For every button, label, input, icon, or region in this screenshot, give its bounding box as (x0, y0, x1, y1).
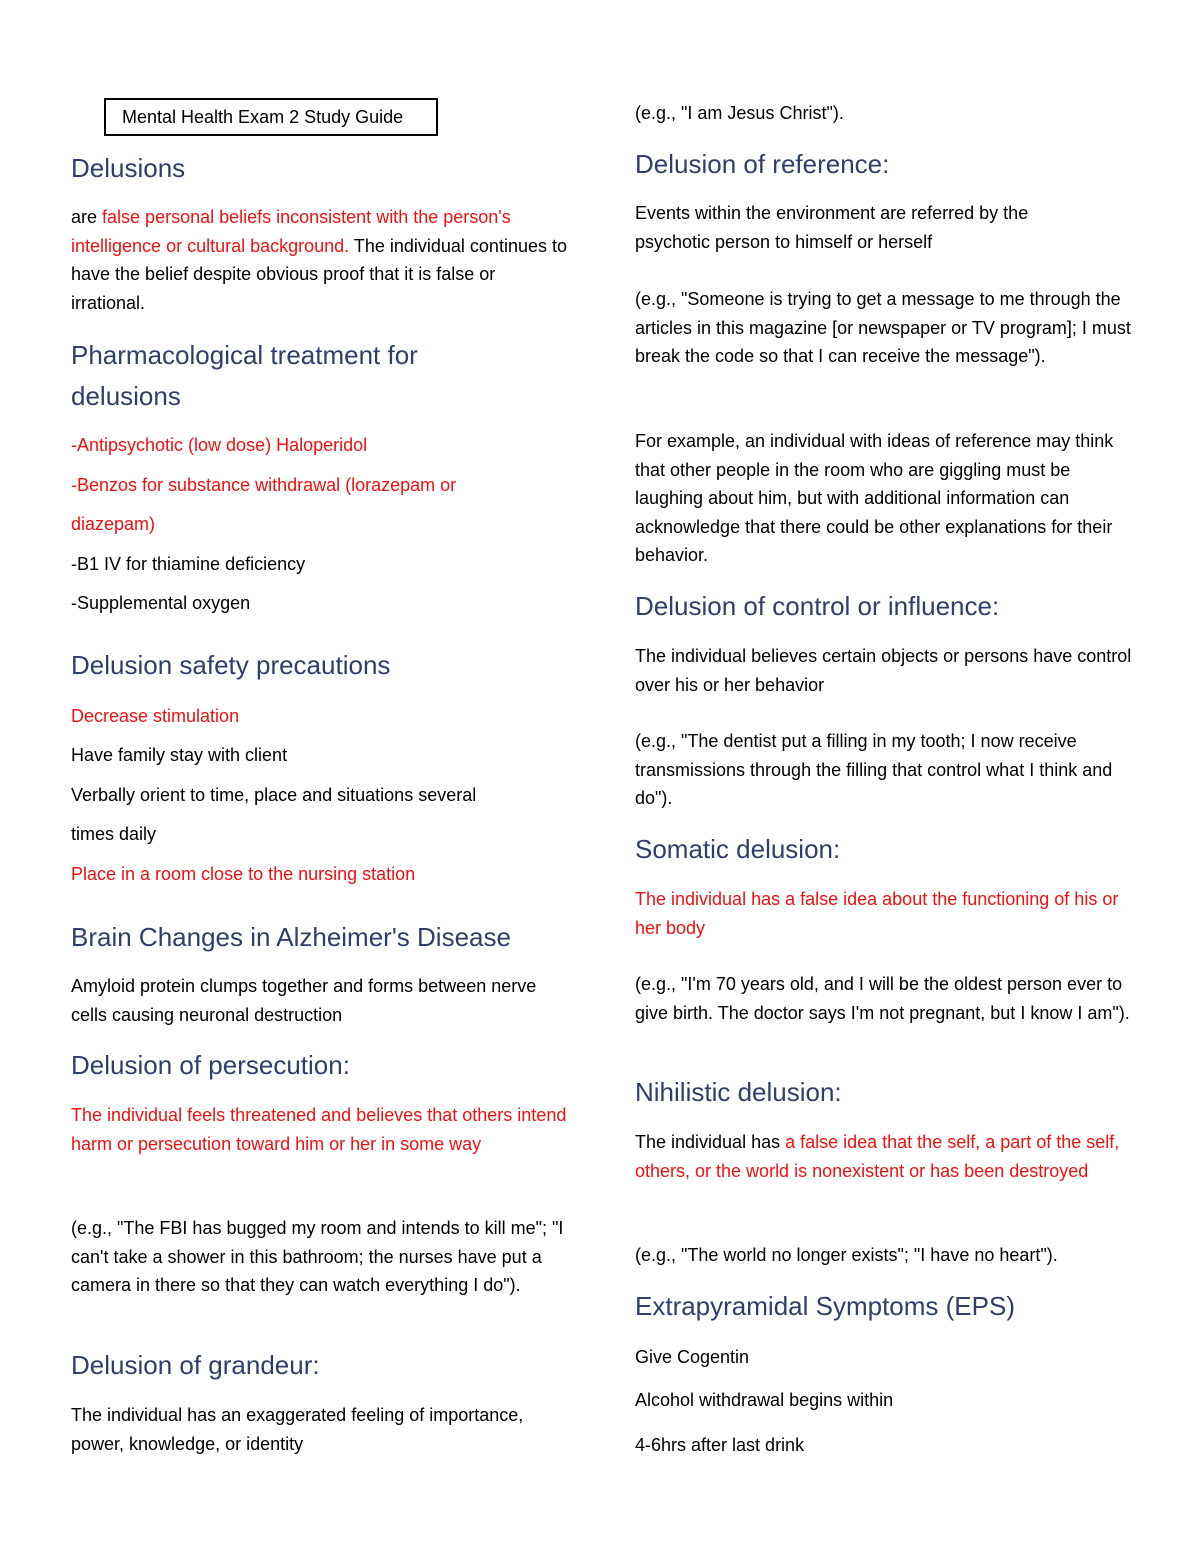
pharm-item-antipsychotic: -Antipsychotic (low dose) Haloperidol (71, 435, 368, 455)
heading-safety: Delusion safety precautions (71, 650, 391, 680)
reference-text: Events within the environment are referred by the psychotic person to himself or herself (635, 203, 1029, 252)
somatic-example: (e.g., "I'm 70 years old, and I will be the oldest person ever to give birth. The doctor says I'm not pregnant, but I know I am"). (635, 974, 1130, 1023)
alzheimers-text: Amyloid protein clumps together and forms between nerve cells causing neuronal destruction (71, 976, 537, 1025)
pharm-item-oxygen: -Supplemental oxygen (71, 593, 251, 613)
heading-reference: Delusion of reference: (635, 149, 890, 179)
delusions-definition (71, 203, 571, 317)
heading-alzheimers: Brain Changes in Alzheimer's Disease (71, 922, 511, 952)
reference-extra: For example, an individual with ideas of reference may think that other people in the room who are giggling must be laughing about him, but with additional information can acknowledge that there could be other explanations for their behavior. (635, 431, 1114, 565)
pharm-item-benzos-line1: -Benzos for substance withdrawal (lorazepam or (71, 475, 457, 495)
delusions-def-intro: are (71, 207, 103, 227)
heading-eps: Extrapyramidal Symptoms (EPS) (635, 1291, 1015, 1321)
heading-pharm-line1: Pharmacological treatment for (71, 340, 418, 370)
heading-pharm-line2: delusions (71, 381, 181, 411)
control-example: (e.g., "The dentist put a filling in my tooth; I now receive transmissions through the filling that control what I think and do"). (635, 731, 1113, 808)
safety-item-stimulation: Decrease stimulation (71, 706, 240, 726)
persecution-example: (e.g., "The FBI has bugged my room and intends to kill me"; "I can't take a shower in this bathroom; the nurses have put a camera in there so that they can watch everything I do"). (71, 1218, 564, 1295)
pharm-item-benzos-line2: diazepam) (71, 514, 156, 534)
eps-item-hours: 4-6hrs after last drink (635, 1435, 805, 1455)
delusions-def-rest: The individual continues to have the belief despite obvious proof that it is false or irrational. (71, 235, 567, 313)
heading-nihilistic: Nihilistic delusion: (635, 1077, 842, 1107)
nihilistic-text-intro: The individual has (635, 1132, 786, 1152)
heading-persecution: Delusion of persecution: (71, 1050, 350, 1080)
reference-example: (e.g., "Someone is trying to get a message to me through the articles in this magazine [or newspaper or TV program]; I must break the code so that I can receive the message"). (635, 289, 1131, 366)
pharm-item-b1: -B1 IV for thiamine deficiency (71, 554, 306, 574)
nihilistic-text (635, 1128, 1135, 1185)
safety-item-orient-line1: Verbally orient to time, place and situations several (71, 785, 477, 805)
heading-delusions: Delusions (71, 153, 186, 183)
safety-item-orient-line2: times daily (71, 824, 157, 844)
grandeur-example: (e.g., "I am Jesus Christ"). (635, 103, 844, 123)
persecution-text: The individual feels threatened and believes that others intend harm or persecution toward him or her in some way (71, 1105, 567, 1154)
grandeur-text: The individual has an exaggerated feeling of importance, power, knowledge, or identity (71, 1405, 524, 1454)
nihilistic-text-emphasis: a false idea that the self, a part of the self, others, or the world is nonexistent or has been destroyed (635, 1132, 1120, 1181)
nihilistic-example: (e.g., "The world no longer exists"; "I have no heart"). (635, 1245, 1058, 1265)
delusions-def-emphasis: false personal beliefs inconsistent with the person's intelligence or cultural background. (71, 207, 511, 256)
heading-grandeur: Delusion of grandeur: (71, 1350, 320, 1380)
document-title-box: Mental Health Exam 2 Study Guide (104, 98, 438, 136)
safety-item-room: Place in a room close to the nursing station (71, 864, 416, 884)
control-text: The individual believes certain objects or persons have control over his or her behavior (635, 646, 1132, 695)
somatic-text: The individual has a false idea about the functioning of his or her body (635, 889, 1119, 938)
heading-control: Delusion of control or influence: (635, 591, 1000, 621)
eps-item-cogentin: Give Cogentin (635, 1347, 750, 1367)
heading-somatic: Somatic delusion: (635, 834, 841, 864)
eps-item-alcohol: Alcohol withdrawal begins within (635, 1390, 894, 1410)
safety-item-family: Have family stay with client (71, 745, 288, 765)
